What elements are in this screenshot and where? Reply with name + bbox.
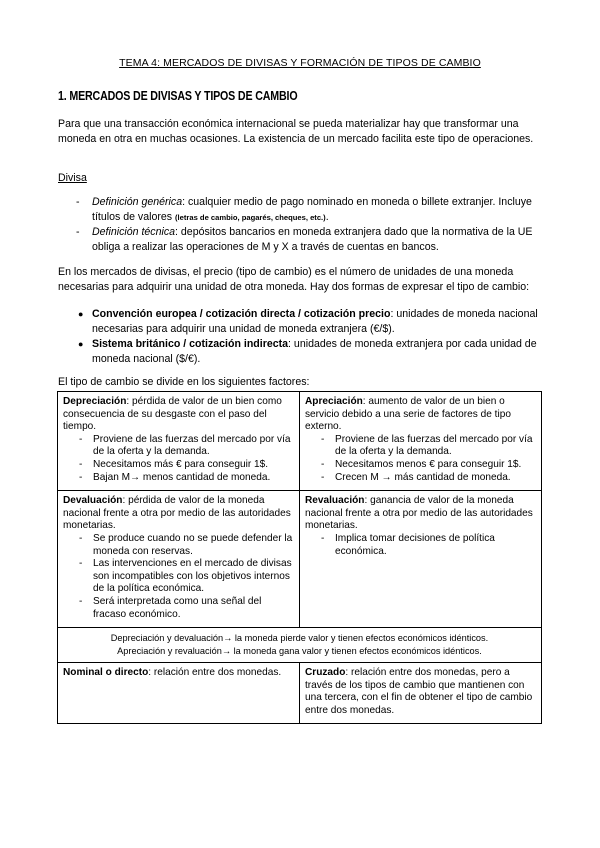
table-row bbox=[58, 491, 542, 628]
summary-line: Depreciación y devaluación→ la moneda pierde valor y tienen efectos económicos idénticos. bbox=[110, 633, 489, 644]
dash-marker: - bbox=[79, 433, 83, 445]
cell-text: : aumento de valor de un bien o servicio debido a una serie de factores de tipo externo. bbox=[305, 396, 511, 433]
dash-marker: - bbox=[79, 595, 83, 607]
bullet-marker: ● bbox=[78, 339, 84, 349]
list-item bbox=[63, 472, 294, 485]
quotation-item-european bbox=[58, 307, 548, 337]
cell-term: Revaluación bbox=[305, 495, 365, 507]
list-item bbox=[305, 533, 536, 558]
quotation-text: : unidades de moneda extranjera por cada unidad de moneda nacional ($/€). bbox=[92, 338, 537, 365]
list-item-text: Crecen M → más cantidad de moneda. bbox=[335, 471, 511, 483]
cell-text: : pérdida de valor de un bien como consecuencia de su desgaste con el paso del tiempo. bbox=[63, 396, 282, 433]
quotation-term: Sistema británico / cotización indirecta bbox=[92, 338, 289, 350]
document-title: TEMA 4: MERCADOS DE DIVISAS Y FORMACIÓN DE TIPOS DE CAMBIO bbox=[119, 57, 481, 69]
section-heading: 1. MERCADOS DE DIVISAS Y TIPOS DE CAMBIO bbox=[58, 88, 298, 103]
cell-text: : relación entre dos monedas. bbox=[148, 667, 282, 679]
cell-cruzado bbox=[300, 663, 542, 724]
dash-marker: - bbox=[321, 433, 325, 445]
quotation-term: Convención europea / cotización directa / cotización precio bbox=[92, 308, 391, 320]
cell-text: : relación entre dos monedas, pero a través de los tipos de cambio que mantienen con una tercera, con el fin de obtener el tipo de cambio entre dos monedas. bbox=[305, 667, 533, 716]
cell-list bbox=[63, 533, 294, 621]
divisa-definitions-list bbox=[58, 195, 548, 255]
dash-marker: - bbox=[79, 558, 83, 570]
dash-marker: - bbox=[79, 471, 83, 483]
cell-list bbox=[63, 434, 294, 484]
price-paragraph: En los mercados de divisas, el precio (tipo de cambio) es el número de unidades de una moneda necesarias para adquirir una unidad de otra moneda. Hay dos formas de expresar el tipo de cambio: bbox=[58, 266, 530, 293]
factors-intro: El tipo de cambio se divide en los siguientes factores: bbox=[58, 376, 310, 388]
list-item-text: Proviene de las fuerzas del mercado por vía de la oferta y la demanda. bbox=[93, 433, 291, 458]
dash-marker: - bbox=[79, 532, 83, 544]
bullet-marker: ● bbox=[78, 309, 84, 319]
list-item bbox=[63, 459, 294, 472]
table-row bbox=[58, 392, 542, 491]
quotation-list bbox=[58, 307, 548, 367]
quotation-item-british bbox=[58, 337, 548, 367]
cell-term: Apreciación bbox=[305, 396, 363, 407]
table-row bbox=[58, 663, 542, 724]
list-item-text: Necesitamos más € para conseguir 1$. bbox=[93, 458, 269, 470]
list-item-text: Proviene de las fuerzas del mercado por vía de la oferta y la demanda. bbox=[335, 433, 533, 458]
intro-paragraph: Para que una transacción económica internacional se pueda materializar hay que transformar una moneda en otra en muchas ocasiones. La existencia de un mercado facilita este tipo de operaciones. bbox=[58, 118, 534, 145]
cell-nominal bbox=[58, 663, 300, 724]
factors-table bbox=[57, 391, 542, 724]
divisa-subheading: Divisa bbox=[58, 172, 87, 184]
cell-term: Cruzado bbox=[305, 667, 346, 679]
list-item bbox=[63, 596, 294, 621]
cell-term: Nominal o directo bbox=[63, 667, 149, 679]
cell-summary bbox=[58, 628, 542, 663]
list-item bbox=[63, 558, 294, 596]
list-item bbox=[305, 434, 536, 459]
definition-term: Definición genérica bbox=[92, 196, 183, 208]
definition-technical bbox=[58, 225, 548, 255]
definition-term: Definición técnica bbox=[92, 226, 176, 238]
cell-text: : pérdida de valor de la moneda nacional frente a otra por medio de las autoridades monetarias. bbox=[63, 495, 291, 532]
cell-list bbox=[305, 533, 536, 558]
cell-apreciacion bbox=[300, 392, 542, 491]
table-row bbox=[58, 628, 542, 663]
dash-marker: - bbox=[76, 226, 80, 238]
list-item bbox=[305, 472, 536, 485]
list-item-text: Implica tomar decisiones de política económica. bbox=[335, 532, 495, 557]
quotation-text: : unidades de moneda nacional necesarias para adquirir una unidad de moneda extranjera (€/$). bbox=[92, 308, 538, 335]
list-item-text: Bajan M→ menos cantidad de moneda. bbox=[93, 471, 271, 483]
summary-line: Apreciación y revaluación→ la moneda gana valor y tienen efectos económicos idénticos. bbox=[117, 646, 482, 657]
definition-small-note: (letras de cambio, pagarés, cheques, etc.) bbox=[175, 213, 326, 222]
list-item-text: Se produce cuando no se puede defender la moneda con reservas. bbox=[93, 532, 293, 557]
dash-marker: - bbox=[76, 196, 80, 208]
definition-text: : depósitos bancarios en moneda extranjera dado que la normativa de la UE obliga a realizar las operaciones de M y X a través de cuentas en bancos. bbox=[92, 226, 533, 253]
list-item bbox=[63, 533, 294, 558]
cell-depreciacion bbox=[58, 392, 300, 491]
definition-generic bbox=[58, 195, 548, 225]
dash-marker: - bbox=[321, 532, 325, 544]
cell-term: Depreciación bbox=[63, 396, 127, 407]
dash-marker: - bbox=[79, 458, 83, 470]
cell-revaluacion bbox=[300, 491, 542, 628]
cell-list bbox=[305, 434, 536, 484]
dash-marker: - bbox=[321, 458, 325, 470]
dash-marker: - bbox=[321, 471, 325, 483]
cell-text: : ganancia de valor de la moneda nacional frente a otra por medio de las autoridades monetarias. bbox=[305, 495, 533, 532]
list-item-text: Necesitamos menos € para conseguir 1$. bbox=[335, 458, 522, 470]
definition-end: . bbox=[325, 211, 329, 223]
list-item-text: Será interpretada como una señal del fracaso económico. bbox=[93, 595, 262, 620]
list-item-text: Las intervenciones en el mercado de divisas son incompatibles con los objetivos internos de la política económica. bbox=[93, 558, 292, 595]
list-item bbox=[63, 434, 294, 459]
cell-term: Devaluación bbox=[63, 495, 123, 507]
cell-devaluacion bbox=[58, 491, 300, 628]
list-item bbox=[305, 459, 536, 472]
definition-text: : cualquier medio de pago nominado en moneda o billete extranjer. Incluye títulos de valores bbox=[92, 196, 532, 223]
